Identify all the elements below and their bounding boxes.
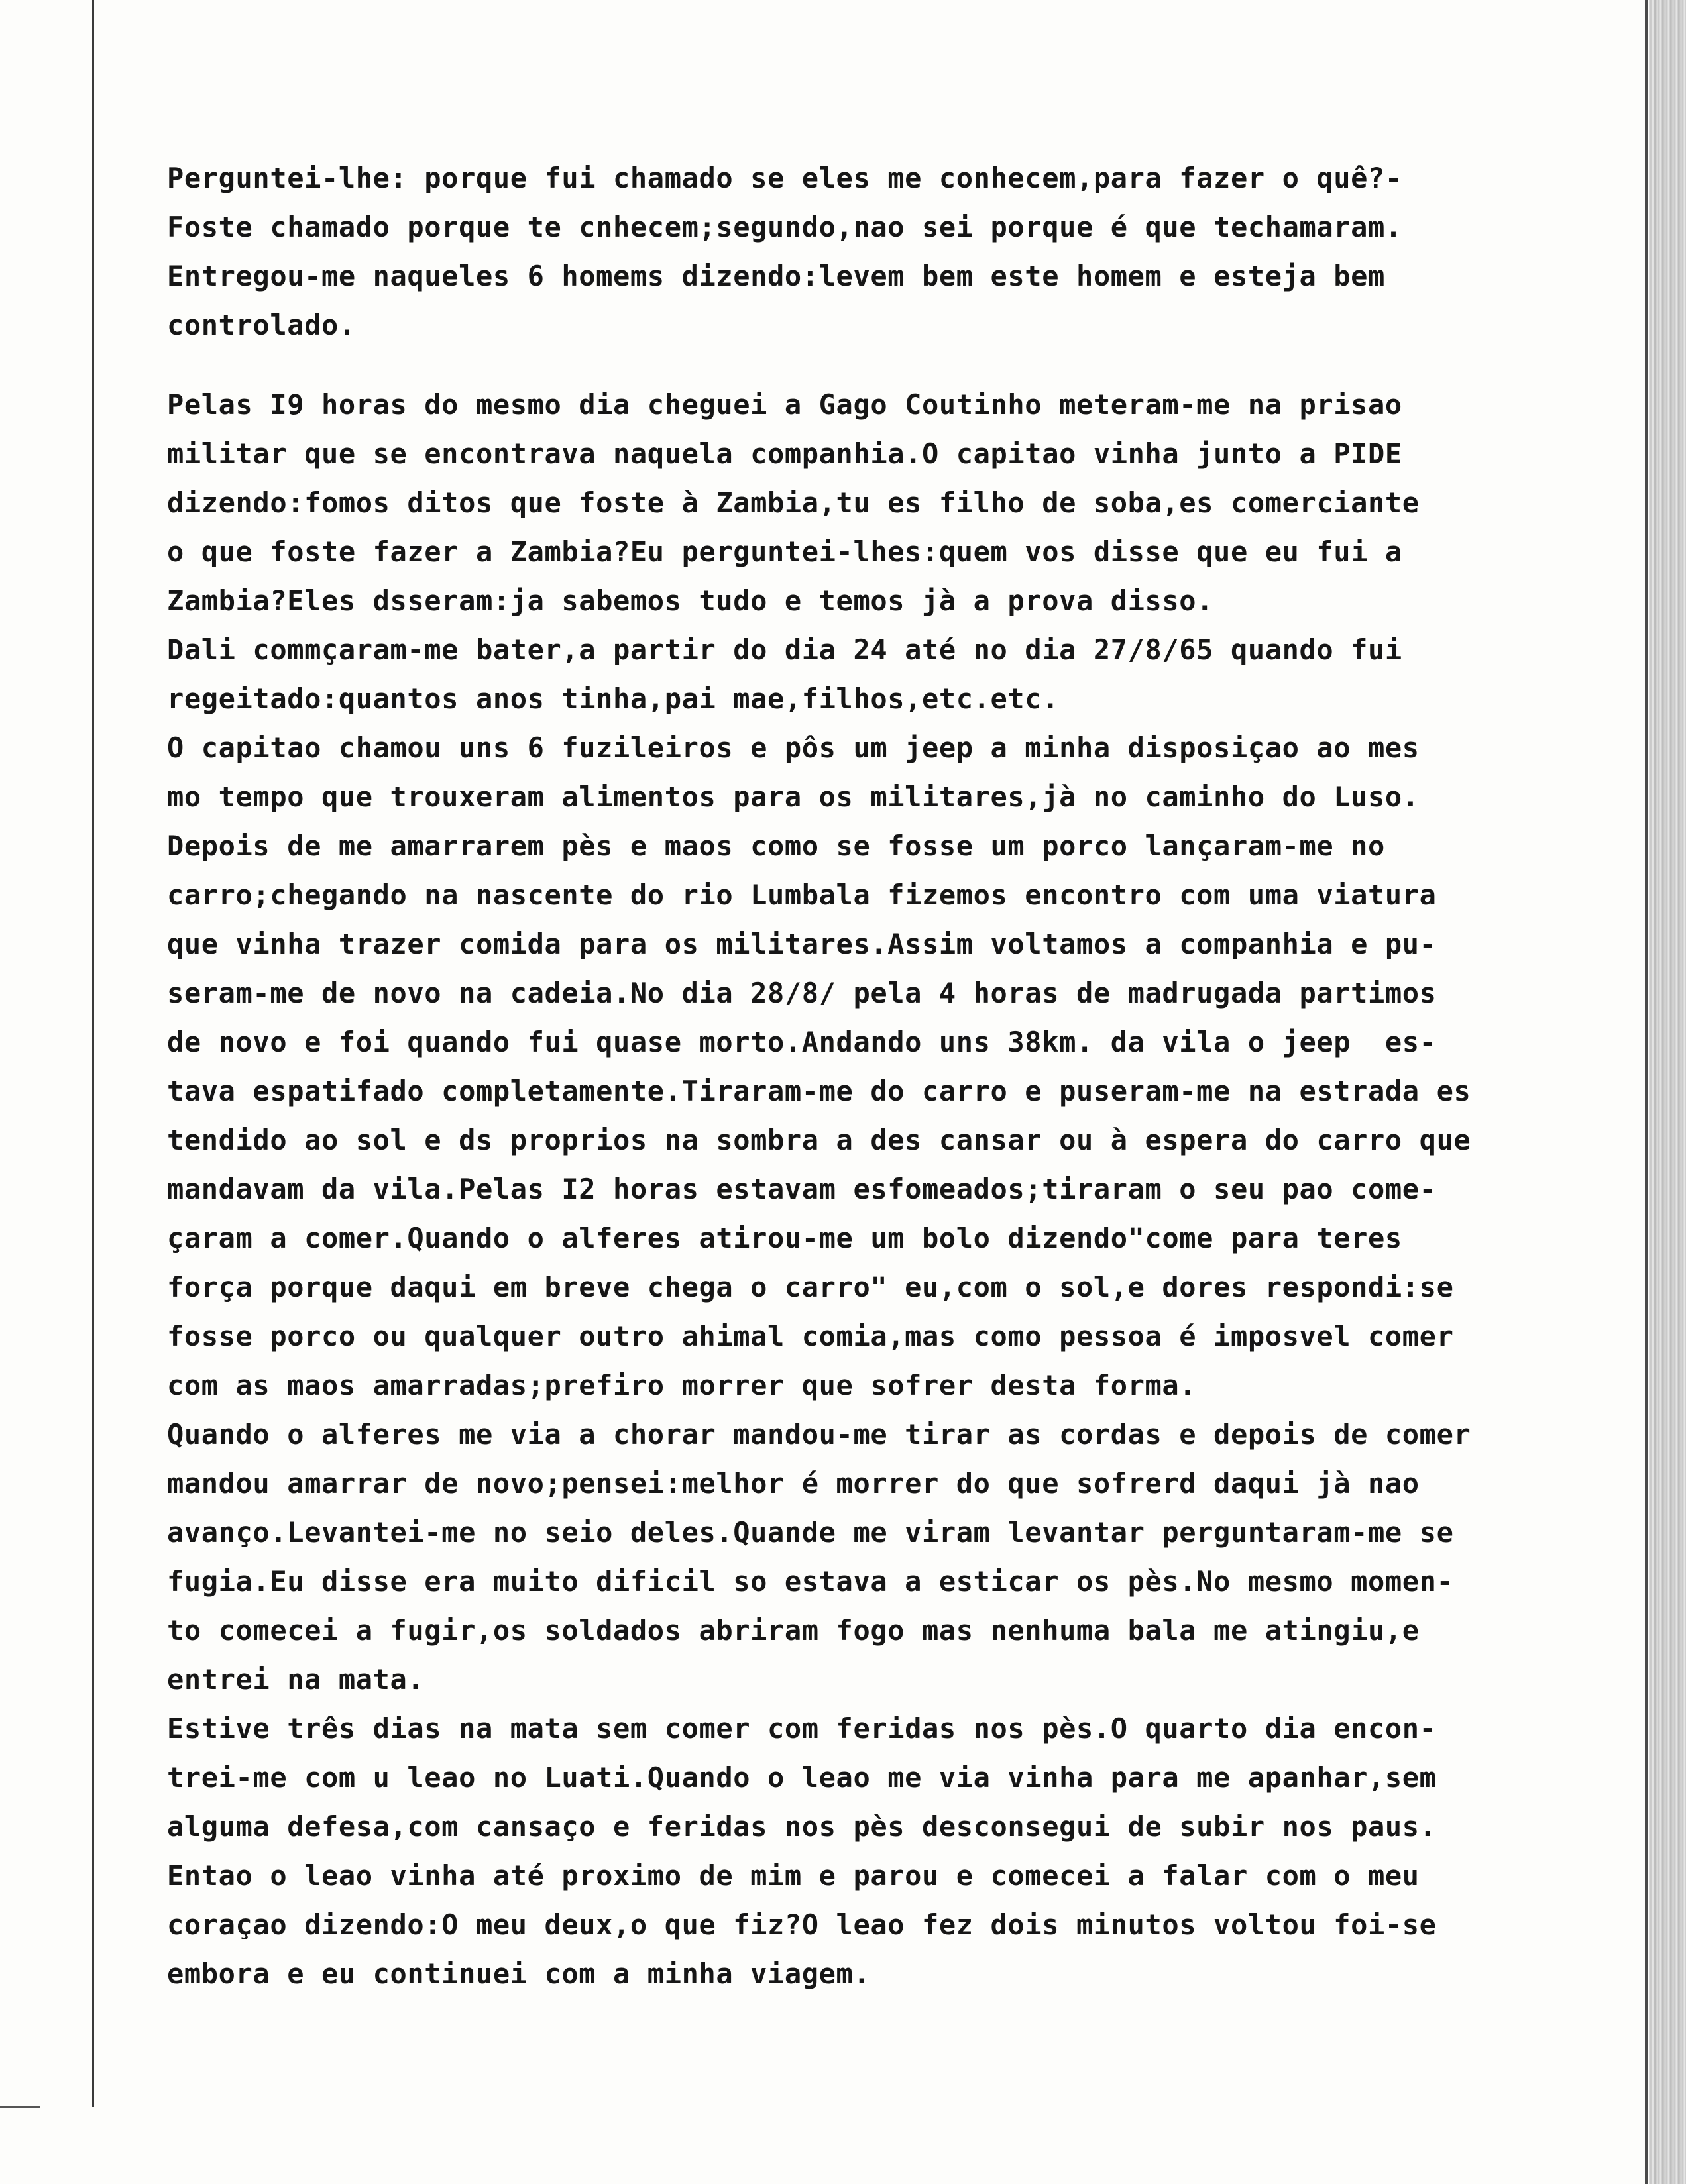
paragraph-gap [167, 350, 1645, 380]
text-line: Foste chamado porque te cnhecem;segundo,nao sei porque é que techamaram. [167, 211, 1402, 243]
text-line: carro;chegando na nascente do rio Lumbala fizemos encontro com uma viatura [167, 879, 1437, 911]
text-line: controlado. [167, 309, 356, 341]
text-line: avanço.Levantei-me no seio deles.Quande me viram levantar perguntaram-me se [167, 1516, 1454, 1549]
text-line: fosse porco ou qualquer outro ahimal comia,mas como pessoa é imposvel comer [167, 1320, 1454, 1352]
left-margin-rule [92, 0, 94, 2107]
text-line: alguma defesa,com cansaço e feridas nos pès desconsegui de subir nos paus. [167, 1810, 1437, 1843]
text-line: Perguntei-lhe: porque fui chamado se eles me conhecem,para fazer o quê?- [167, 162, 1402, 194]
text-line: mandou amarrar de novo;pensei:melhor é morrer do que sofrerd daqui jà nao [167, 1467, 1420, 1500]
paragraph-1 [167, 154, 1645, 350]
text-line: fugia.Eu disse era muito dificil so estava a esticar os pès.No mesmo momen- [167, 1565, 1454, 1598]
text-line: militar que se encontrava naquela companhia.O capitao vinha junto a PIDE [167, 437, 1402, 470]
text-line: coraçao dizendo:O meu deux,o que fiz?O leao fez dois minutos voltou foi-se [167, 1908, 1437, 1941]
text-line: Quando o alferes me via a chorar mandou-me tirar as cordas e depois de comer [167, 1418, 1471, 1450]
text-line: Estive três dias na mata sem comer com feridas nos pès.O quarto dia encon- [167, 1712, 1437, 1745]
scanned-page-edge [1649, 0, 1686, 2184]
text-line: çaram a comer.Quando o alferes atirou-me um bolo dizendo"come para teres [167, 1222, 1402, 1254]
text-line: Dali commçaram-me bater,a partir do dia 24 até no dia 27/8/65 quando fui [167, 633, 1402, 666]
text-line: O capitao chamou uns 6 fuzileiros e pôs um jeep a minha disposiçao ao mes [167, 732, 1420, 764]
text-line: tendido ao sol e ds proprios na sombra a des cansar ou à espera do carro que [167, 1124, 1471, 1156]
text-line: dizendo:fomos ditos que foste à Zambia,tu es filho de soba,es comerciante [167, 486, 1420, 519]
text-line: entrei na mata. [167, 1663, 425, 1696]
text-line: de novo e foi quando fui quase morto.Andando uns 38km. da vila o jeep es- [167, 1026, 1437, 1058]
text-line: mandavam da vila.Pelas I2 horas estavam esfomeados;tiraram o seu pao come- [167, 1173, 1437, 1205]
text-line: regeitado:quantos anos tinha,pai mae,filhos,etc.etc. [167, 682, 1060, 715]
typewritten-text [167, 154, 1645, 1998]
text-line: Zambia?Eles dsseram:ja sabemos tudo e temos jà a prova disso. [167, 584, 1214, 617]
text-line: mo tempo que trouxeram alimentos para os militares,jà no caminho do Luso. [167, 781, 1420, 813]
text-line: to comecei a fugir,os soldados abriram fogo mas nenhuma bala me atingiu,e [167, 1614, 1420, 1647]
text-line: Entao o leao vinha até proximo de mim e parou e comecei a falar com o meu [167, 1859, 1420, 1892]
text-line: Entregou-me naqueles 6 homems dizendo:levem bem este homem e esteja bem [167, 260, 1385, 292]
text-line: Depois de me amarrarem pès e maos como se fosse um porco lançaram-me no [167, 830, 1385, 862]
text-line: com as maos amarradas;prefiro morrer que sofrer desta forma. [167, 1369, 1197, 1401]
text-line: trei-me com u leao no Luati.Quando o leao me via vinha para me apanhar,sem [167, 1761, 1437, 1794]
text-line: Pelas I9 horas do mesmo dia cheguei a Gago Coutinho meteram-me na prisao [167, 388, 1402, 421]
paragraph-2 [167, 380, 1645, 1998]
text-line: força porque daqui em breve chega o carro" eu,com o sol,e dores respondi:se [167, 1271, 1454, 1303]
right-edge-line [1645, 0, 1648, 2184]
text-line: o que foste fazer a Zambia?Eu perguntei-lhes:quem vos disse que eu fui a [167, 535, 1402, 568]
margin-tick-mark [0, 2106, 40, 2108]
text-line: seram-me de novo na cadeia.No dia 28/8/ pela 4 horas de madrugada partimos [167, 977, 1437, 1009]
text-line: que vinha trazer comida para os militares.Assim voltamos a companhia e pu- [167, 928, 1437, 960]
text-line: embora e eu continuei com a minha viagem. [167, 1957, 871, 1990]
text-line: tava espatifado completamente.Tiraram-me do carro e puseram-me na estrada es [167, 1075, 1471, 1107]
